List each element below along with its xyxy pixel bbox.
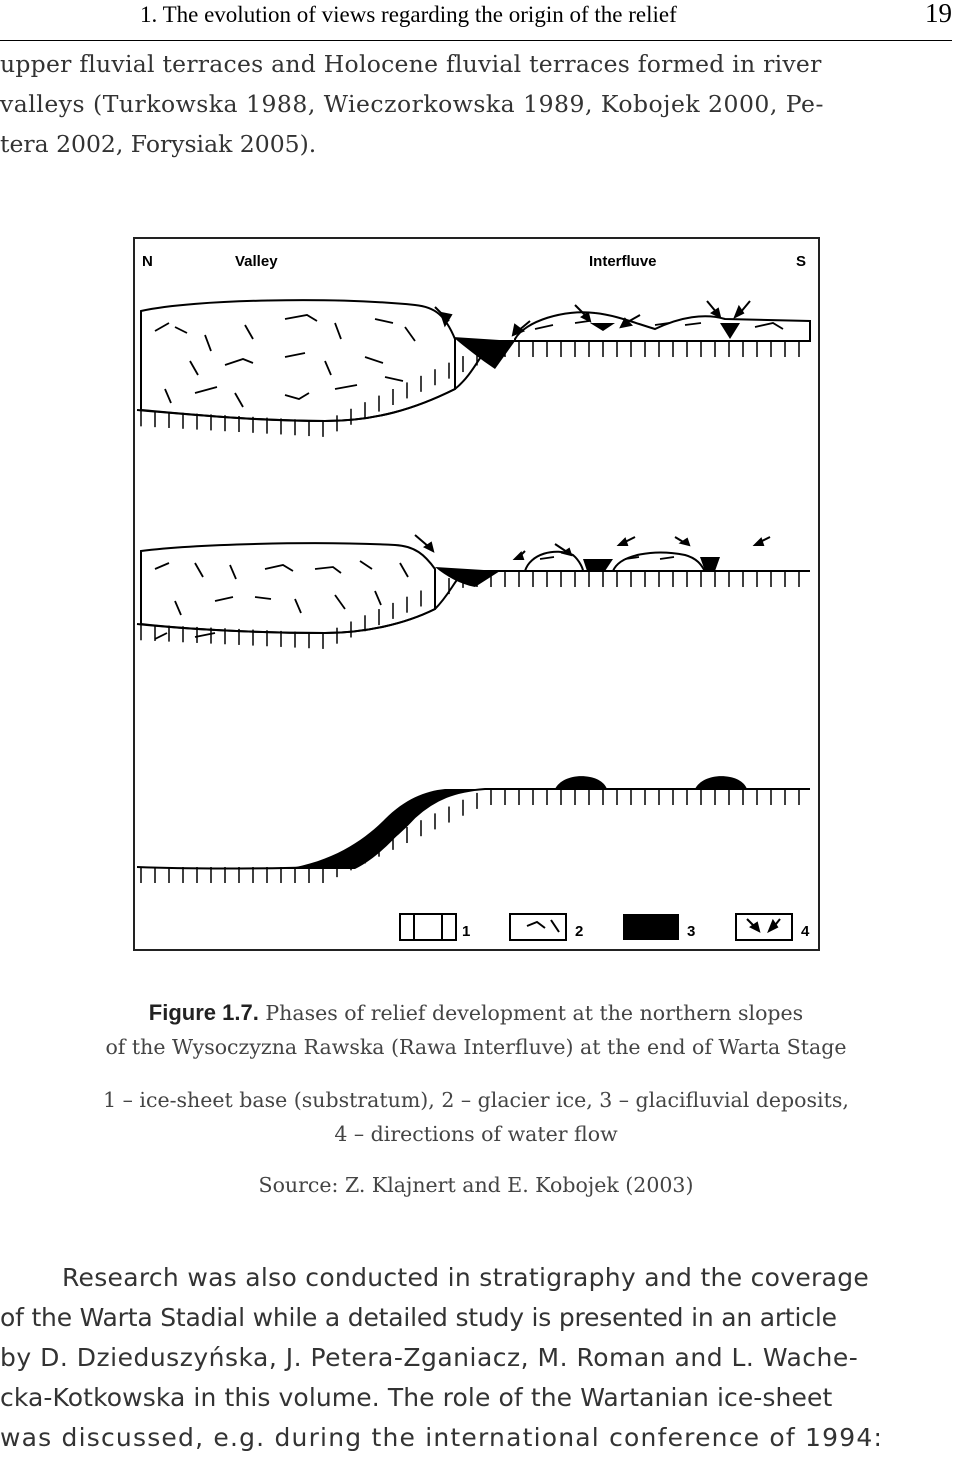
caption-line [0, 996, 952, 1030]
legend-box-1 [400, 914, 456, 940]
north-label: N [142, 253, 153, 270]
glacifluvial-deposit [695, 776, 747, 789]
glacier-ice-interfluve [515, 312, 810, 341]
substratum-line [137, 789, 810, 869]
figure-number: Figure 1.7. [148, 1000, 259, 1025]
substratum-ticks [141, 789, 799, 883]
figure-frame [133, 237, 820, 951]
paragraph-line: tera 2002, Forysiak 2005). [0, 130, 317, 158]
legend-box-2 [510, 914, 566, 940]
legend-text-line: 1 – ice-sheet base (substratum), 2 – glacier ice, 3 – glacifluvial deposits, [103, 1088, 849, 1112]
figure-legend-text [0, 1083, 952, 1151]
figure-caption [0, 996, 952, 1064]
glacifluvial-deposit [265, 789, 485, 869]
paragraph-line: was discussed, e.g. during the international conference of 1994: [0, 1423, 884, 1452]
paragraph-line: of the Warta Stadial while a detailed study is presented in an article [0, 1303, 837, 1332]
ice-crevasses [155, 315, 783, 407]
phase-3-diagram [137, 776, 810, 883]
interfluve-label: Interfluve [589, 253, 657, 270]
legend-number-4: 4 [801, 923, 810, 940]
page-number: 19 [925, 0, 952, 28]
glacifluvial-deposit [720, 323, 740, 339]
south-label: S [796, 253, 807, 270]
phase-1-diagram [137, 300, 810, 437]
legend-box-4 [736, 914, 792, 940]
paragraph-line: valleys (Turkowska 1988, Wieczorkowska 1989, Kobojek 2000, Pe- [0, 90, 824, 118]
relief-diagram [135, 239, 818, 949]
top-paragraph [0, 44, 952, 164]
glacifluvial-deposit [555, 776, 607, 789]
valley-label: Valley [235, 253, 278, 270]
bottom-paragraph [0, 1258, 952, 1458]
caption-text: Phases of relief development at the northern slopes [265, 1001, 804, 1025]
chapter-title: 1. The evolution of views regarding the origin of the relief [140, 2, 677, 27]
paragraph-line: cka-Kotkowska in this volume. The role of the Wartanian ice-sheet [0, 1383, 833, 1412]
paragraph-line: upper fluvial terraces and Holocene fluvial terraces formed in river [0, 50, 822, 78]
legend-number-3: 3 [687, 923, 696, 940]
glacier-ice [141, 300, 455, 421]
caption-line: of the Wysoczyzna Rawska (Rawa Interfluve) at the end of Warta Stage [105, 1035, 847, 1059]
glacier-ice-interfluve [525, 552, 583, 571]
figure-source: Source: Z. Klajnert and E. Kobojek (2003) [258, 1173, 694, 1197]
paragraph-line: by D. Dzieduszyńska, J. Petera-Zganiacz, M. Roman and L. Wache- [0, 1343, 859, 1372]
running-head [0, 0, 952, 41]
legend-text-line: 4 – directions of water flow [334, 1122, 618, 1146]
phase-2-diagram [137, 535, 810, 649]
paragraph-line: Research was also conducted in stratigraphy and the coverage [62, 1263, 870, 1292]
legend-box-3 [623, 914, 679, 940]
glacier-ice [141, 543, 435, 633]
glacier-ice-interfluve [613, 553, 705, 571]
glacifluvial-deposit [590, 323, 615, 331]
glacifluvial-deposit [583, 559, 613, 571]
water-flow-arrows [415, 535, 770, 559]
legend-number-1: 1 [462, 923, 471, 940]
substratum-ticks [141, 341, 799, 437]
legend-number-2: 2 [575, 923, 584, 940]
water-flow-arrows [435, 301, 750, 335]
